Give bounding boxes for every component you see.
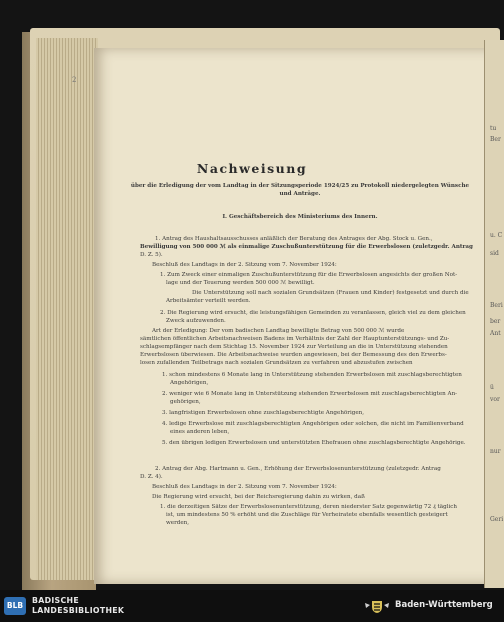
text-line: Die Regierung wird ersucht, bei der Reichsregierung dahin zu wirken, daß xyxy=(152,494,365,500)
text-line: Art der Erledigung: Der vom badischen Landtag bewilligte Betrag von 500 000 ℳ wurde xyxy=(152,328,405,334)
next-page-fragment: Geri xyxy=(490,516,504,523)
list-item: 4. ledige Erwerbslose mit zuschlagsberechtigten Angehörigen oder solchen, die nicht im Familienverband xyxy=(162,421,464,427)
list-item: 2. weniger wie 6 Monate lang in Unterstützung stehenden Erwerbslosen mit zuschlagsberechtigten An- xyxy=(162,391,458,397)
text-line: D. Z. 4). xyxy=(140,474,163,480)
section-heading: I. Geschäftsbereich des Ministeriums des Innern. xyxy=(222,214,378,220)
text-line: sämtlichen öffentlichen Arbeitsnachweisen Badens im Verhältnis der Zahl der Hauptunterstützungs- und Zu- xyxy=(140,336,450,342)
list-item: werden, xyxy=(166,520,190,526)
text-line: D. Z. 5). xyxy=(140,252,163,258)
list-item: Angehörigen, xyxy=(170,380,209,386)
document-subtitle: über die Erledigung der vom Landtag in der Sitzungsperiode 1924/25 zu Protokoll niedergelegten Wünsche xyxy=(130,183,470,189)
library-name[interactable] xyxy=(32,596,124,616)
page-edges xyxy=(36,38,98,580)
text-line: schlagsempfänger nach dem Stichtag 15. November 1924 zur Verteilung an die in Unterstützung stehenden xyxy=(140,344,448,350)
document-title: Nachweisung xyxy=(196,161,308,176)
text-line: 2. Antrag der Abg. Hartmann u. Gen., Erhöhung der Erwerbslosenunterstützung (zuletzgedr. Antrag xyxy=(155,466,441,472)
coat-of-arms-icon xyxy=(364,598,390,614)
next-page-fragment: Ant xyxy=(490,330,501,337)
text-line: Erwerbslosen überwiesen. Die Arbeitsnachweise wurden angewiesen, bei der Bemessung des den Erwerbs- xyxy=(140,352,447,358)
text-line: Zweck aufzuwenden. xyxy=(166,318,226,324)
list-item: eines anderen leben, xyxy=(170,429,230,435)
next-page-fragment: Beri xyxy=(490,302,503,309)
library-name-line2: LANDESBIBLIOTHEK xyxy=(32,606,125,615)
text-line: 1. Zum Zweck einer einmaligen Zuschußunterstützung für die Erwerbslosen angesichts der großen Not- xyxy=(160,272,458,278)
list-item: 5. den übrigen ledigen Erwerbslosen und unterstützten Ehefrauen ohne zuschlagsberechtigte Angehörige. xyxy=(162,440,466,446)
page-number: 2 xyxy=(72,76,77,84)
list-item: 1. schon mindestens 6 Monate lang in Unterstützung stehenden Erwerbslosen mit zuschlagsberechtigten xyxy=(162,372,462,378)
blb-logo[interactable]: BLB xyxy=(4,597,26,615)
next-page-fragment: nur xyxy=(490,448,501,455)
next-page-fragment: u. C xyxy=(490,232,503,239)
next-page-fragment: ber xyxy=(490,318,501,325)
text-line: 1. Antrag des Haushaltsausschusses anläßlich der Beratung des Antrages der Abg. Stock u. Gen., xyxy=(155,236,433,242)
text-line: Beschluß des Landtags in der 2. Sitzung vom 7. November 1924: xyxy=(152,262,337,268)
next-page-fragment: vor xyxy=(490,396,500,403)
list-item: 3. langfristigen Erwerbslosen ohne zuschlagsberechtigte Angehörigen, xyxy=(162,410,365,416)
list-item: 1. die derzeitigen Sätze der Erwerbslosenunterstützung, deren niederster Satz gegenwärtig 72 ₰ täglich xyxy=(160,504,457,510)
list-item: ist, um mindestens 50 % erhöht und die Zuschläge für Verheiratete ebenfalls wesentlich gesteigert xyxy=(166,512,448,518)
text-line: Bewilligung von 500 000 ℳ als einmalige Zuschußunterstützung für die Erwerbslosen (zuletzgedr. Antrag xyxy=(140,244,473,250)
next-page-fragment: Ber xyxy=(490,136,501,143)
text-line: Die Unterstützung soll nach sozialen Grundsätzen (Frauen und Kinder) festgesetzt und durch die xyxy=(192,290,469,296)
list-item: gehörigen, xyxy=(170,399,201,405)
next-page-edge xyxy=(484,40,504,588)
text-line: 2. Die Regierung wird ersucht, die leistungsfähigen Gemeinden zu veranlassen, gleich viel zu dem gleichen xyxy=(160,310,466,316)
text-line: losen zufallenden Teilbetrags nach sozialen Grundsätzen zu verfahren und abzustufen zwischen xyxy=(140,360,413,366)
document-subtitle: und Anträge. xyxy=(279,191,321,197)
next-page-fragment: tu xyxy=(490,125,497,132)
text-line: Beschluß des Landtags in der 2. Sitzung vom 7. November 1924: xyxy=(152,484,337,490)
next-page-fragment: sid xyxy=(490,250,499,257)
library-name-line1: BADISCHE xyxy=(32,596,79,605)
text-line: lage und der Teuerung werden 500 000 ℳ bewilligt. xyxy=(166,280,315,286)
text-line: Arbeitsämter verteilt werden. xyxy=(166,298,251,304)
footer-bar xyxy=(0,590,504,622)
state-name[interactable]: Baden-Württemberg xyxy=(395,600,493,610)
next-page-fragment: ü xyxy=(490,384,494,391)
